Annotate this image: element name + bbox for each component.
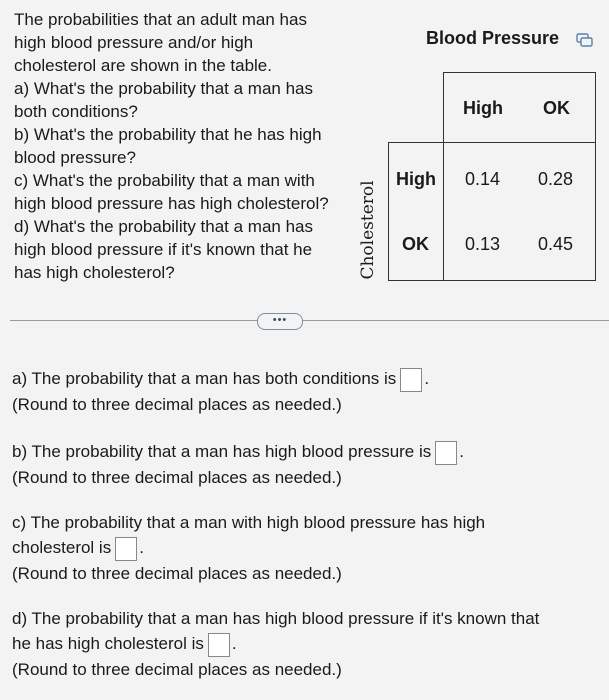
question-line: both conditions? — [14, 102, 138, 121]
table-border — [443, 72, 444, 281]
table-row-header-high: High — [396, 169, 436, 189]
divider — [10, 320, 609, 321]
answer-c-prompt-cont: cholesterol is — [12, 538, 112, 557]
more-button[interactable]: ••• — [257, 313, 303, 330]
table-cell: 0.28 — [538, 169, 574, 189]
answer-b-input[interactable] — [435, 441, 457, 465]
table-border — [388, 280, 595, 281]
answer-c-prompt: c) The probability that a man with high blood pressure has high — [12, 513, 486, 532]
question-line: a) What's the probability that a man has — [14, 79, 314, 98]
rounding-note: (Round to three decimal places as needed.) — [12, 394, 342, 414]
question-line: high blood pressure and/or high — [14, 33, 254, 52]
question-line: high blood pressure if it's known that he — [14, 240, 313, 259]
question-line: has high cholesterol? — [14, 263, 175, 282]
table-row-header — [353, 178, 383, 282]
answer-a: a) The probability that a man has both conditions is . (Round to three decimal places as needed.) — [12, 366, 429, 417]
table-cell: 0.45 — [538, 234, 574, 254]
table-cell: 0.14 — [465, 169, 501, 189]
question-line: high blood pressure has high cholesterol? — [14, 194, 329, 213]
cholesterol-label: Cholesterol — [358, 180, 378, 280]
table-column-header: Blood Pressure — [426, 28, 560, 48]
answer-a-prompt: a) The probability that a man has both conditions is — [12, 369, 397, 388]
answer-c: c) The probability that a man with high blood pressure has high cholesterol is . (Round to three decimal places as needed.) — [12, 510, 485, 586]
table-cell: 0.13 — [465, 234, 501, 254]
rounding-note: (Round to three decimal places as needed.) — [12, 467, 342, 487]
answer-c-input[interactable] — [115, 537, 137, 561]
question-line: c) What's the probability that a man with — [14, 171, 315, 190]
copy-icon[interactable] — [576, 33, 594, 48]
answer-d-prompt: d) The probability that a man has high blood pressure if it's known that — [12, 609, 540, 628]
table-border — [388, 142, 595, 143]
rounding-note: (Round to three decimal places as needed.) — [12, 563, 342, 583]
question-line: blood pressure? — [14, 148, 136, 167]
table-border — [595, 72, 596, 281]
table-col-header-high: High — [463, 98, 503, 118]
answer-b: b) The probability that a man has high blood pressure is . (Round to three decimal places as needed.) — [12, 439, 464, 490]
answer-a-input[interactable] — [400, 368, 422, 392]
answer-b-prompt: b) The probability that a man has high blood pressure is — [12, 442, 432, 461]
table-col-header-ok: OK — [543, 98, 570, 118]
answer-d-prompt-cont: he has high cholesterol is — [12, 634, 204, 653]
table-border — [388, 142, 389, 281]
question-text — [14, 8, 359, 284]
question-line: cholesterol are shown in the table. — [14, 56, 272, 75]
question-line: d) What's the probability that a man has — [14, 217, 314, 236]
answer-d: d) The probability that a man has high blood pressure if it's known that he has high cholesterol is . (Round to three decimal places as needed.) — [12, 606, 539, 682]
answer-d-input[interactable] — [208, 633, 230, 657]
rounding-note: (Round to three decimal places as needed.) — [12, 659, 342, 679]
table-border — [443, 72, 595, 73]
question-line: The probabilities that an adult man has — [14, 10, 307, 29]
table-row-header-ok: OK — [402, 234, 429, 254]
question-line: b) What's the probability that he has high — [14, 125, 322, 144]
